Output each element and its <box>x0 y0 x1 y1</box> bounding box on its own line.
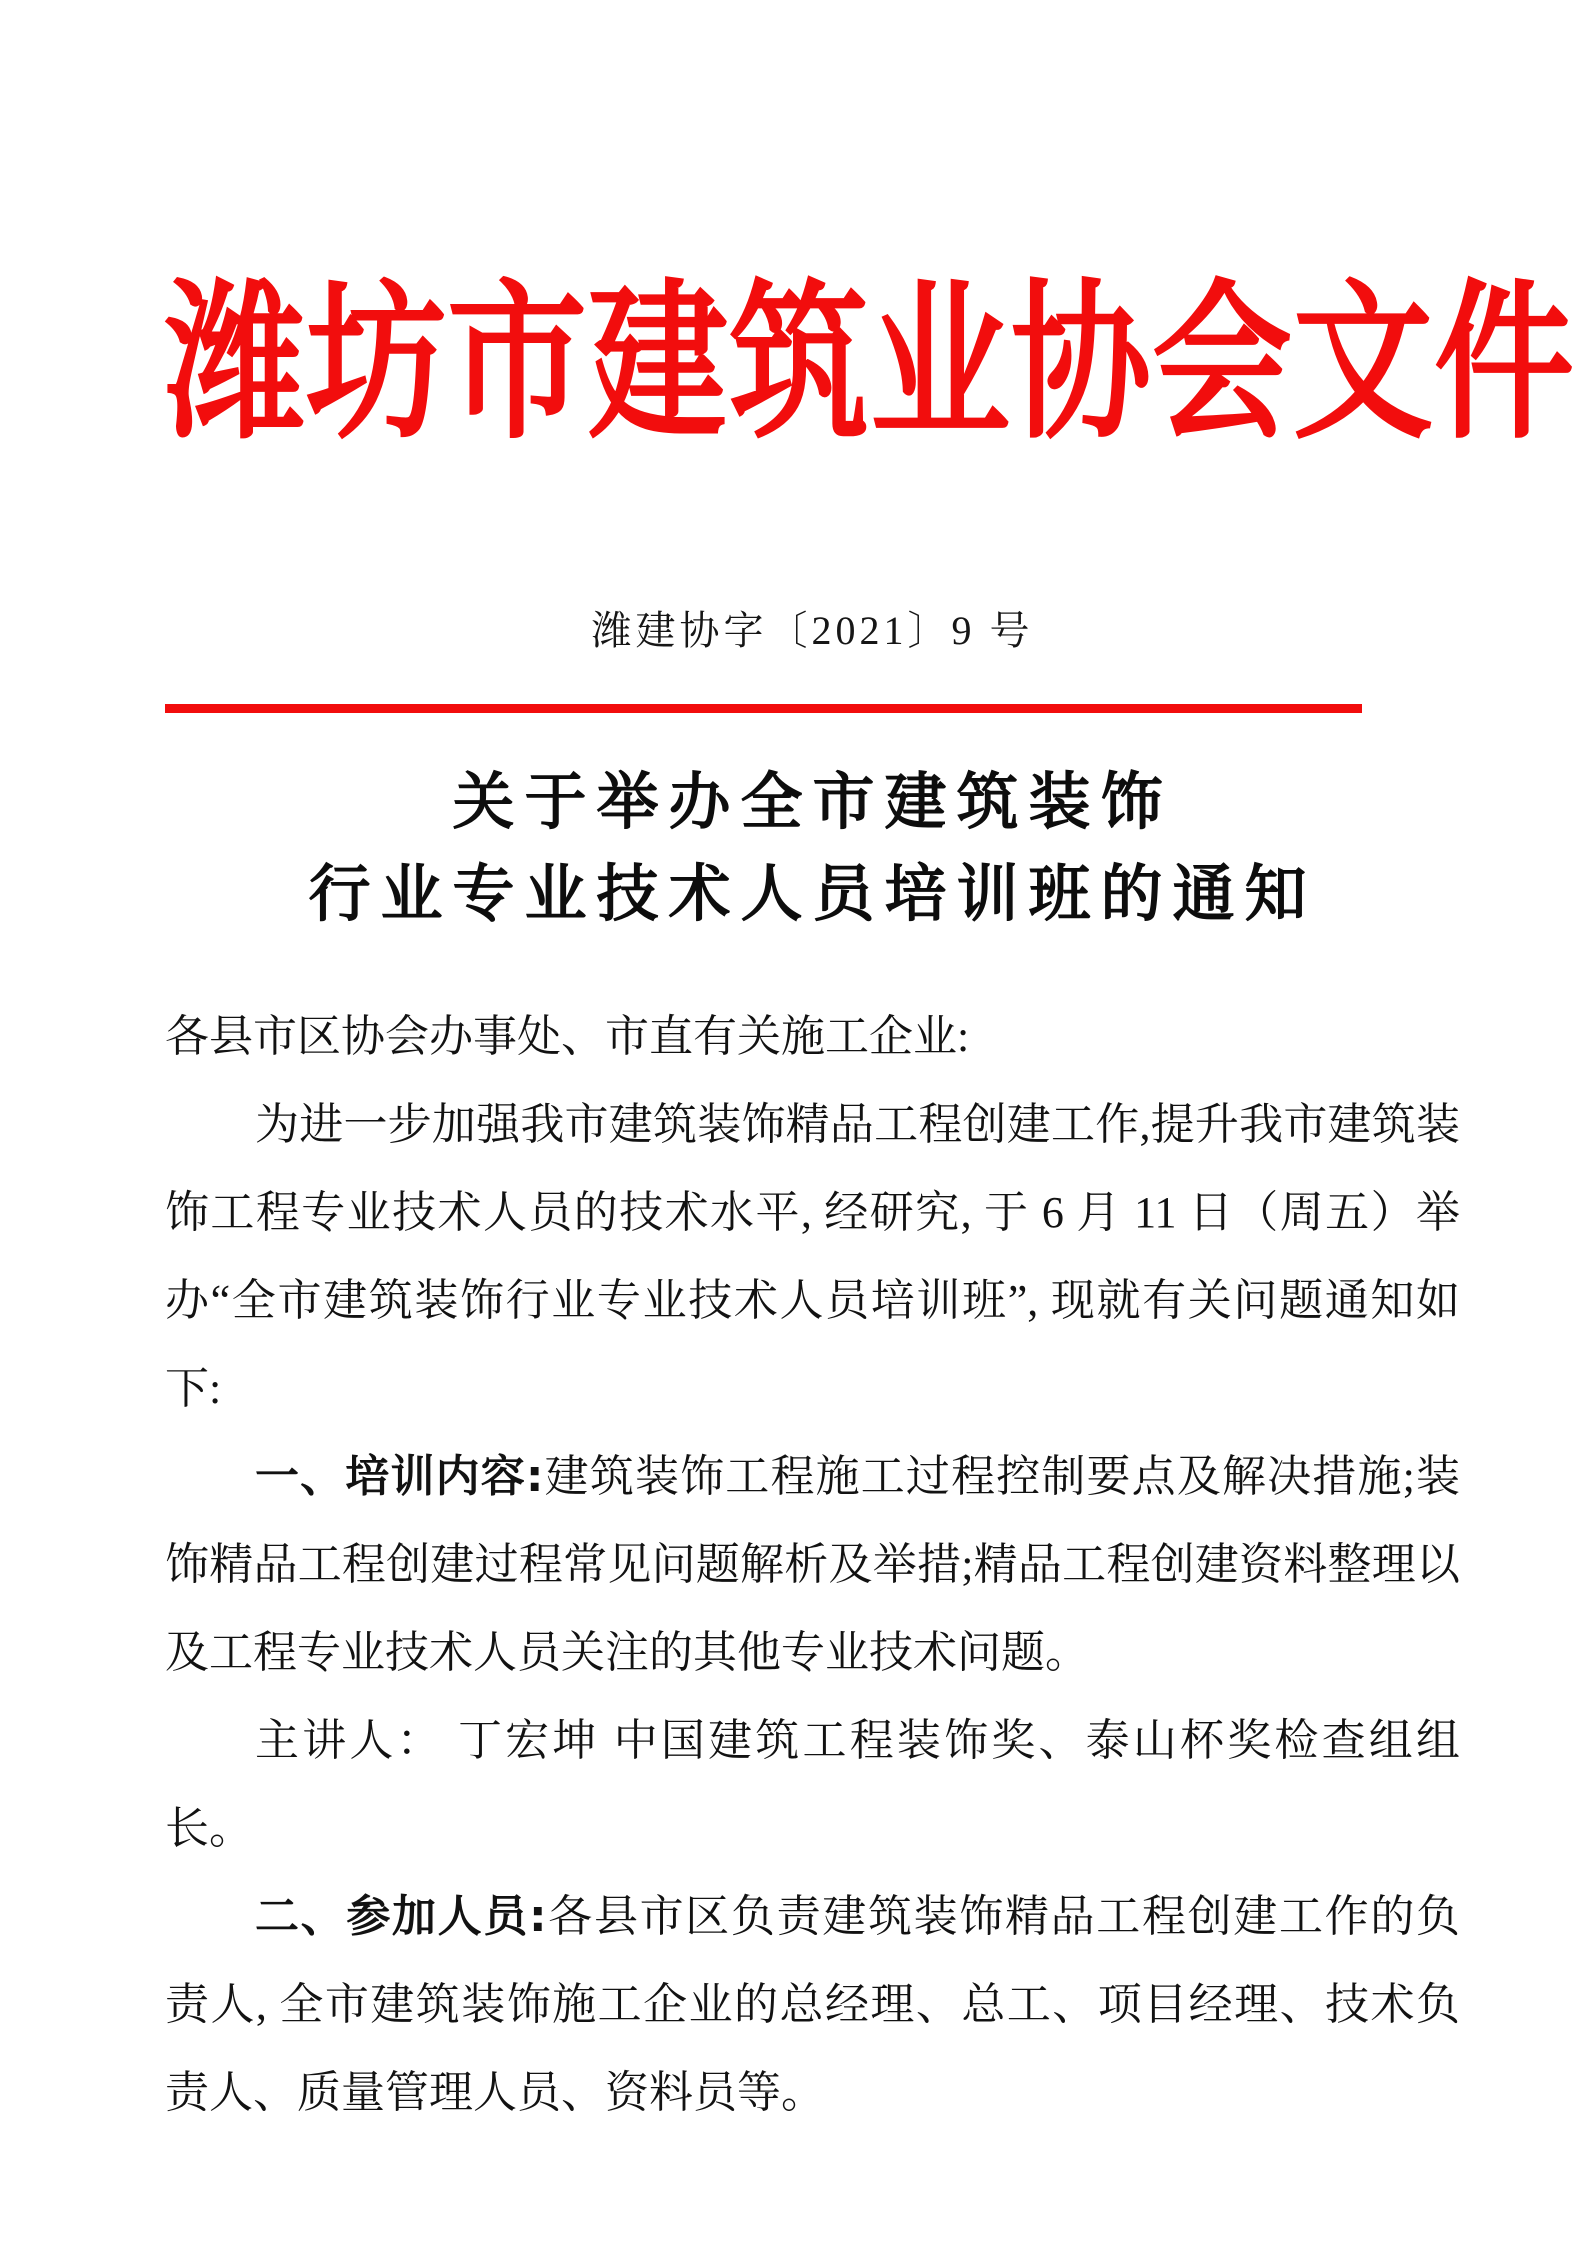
org-title: 潍坊市建筑业协会文件 <box>165 270 1576 460</box>
notice-title <box>165 757 1460 941</box>
document-content <box>165 270 1576 2137</box>
salutation-line: 各县市区协会办事处、市直有关施工企业: <box>165 1012 970 1061</box>
body-paragraph <box>165 1697 1460 1873</box>
paragraph-lead: 二、参加人员: <box>255 1891 547 1942</box>
notice-body <box>165 757 1460 2137</box>
notice-text-block <box>165 993 1460 2137</box>
red-letterhead <box>165 270 1576 713</box>
notice-title-line2: 行业专业技术人员培训班的通知 <box>308 861 1317 929</box>
red-divider-rule <box>165 704 1362 713</box>
doc-number: 潍建协字〔2021〕9 号 <box>591 608 1034 653</box>
notice-title-line1: 关于举办全市建筑装饰 <box>452 769 1173 837</box>
paragraph-text: 主讲人： 丁宏坤 中国建筑工程装饰奖、泰山杯奖检查组组长。 <box>165 1716 1460 1853</box>
body-paragraph <box>165 1873 1460 2137</box>
paragraph-text: 建筑装饰工程施工过程控制要点及解决措施;装饰精品工程创建过程常见问题解析及举措;精品工程创建资料整理以及工程专业技术人员关注的其他专业技术问题。 <box>165 1452 1460 1677</box>
paragraph-lead: 一、培训内容: <box>255 1451 544 1502</box>
paragraph-text: 为进一步加强我市建筑装饰精品工程创建工作,提升我市建筑装饰工程专业技术人员的技术水平, 经研究, 于 6 月 11 日（周五）举办“全市建筑装饰行业专业技术人员培训班”, 现就有关问题通知如下: <box>165 1100 1460 1413</box>
paragraph-text: 各县市区负责建筑装饰精品工程创建工作的负责人, 全市建筑装饰施工企业的总经理、总工、项目经理、技术负责人、质量管理人员、资料员等。 <box>165 1892 1460 2117</box>
body-paragraph <box>165 1433 1460 1697</box>
body-paragraph <box>165 1081 1460 1433</box>
